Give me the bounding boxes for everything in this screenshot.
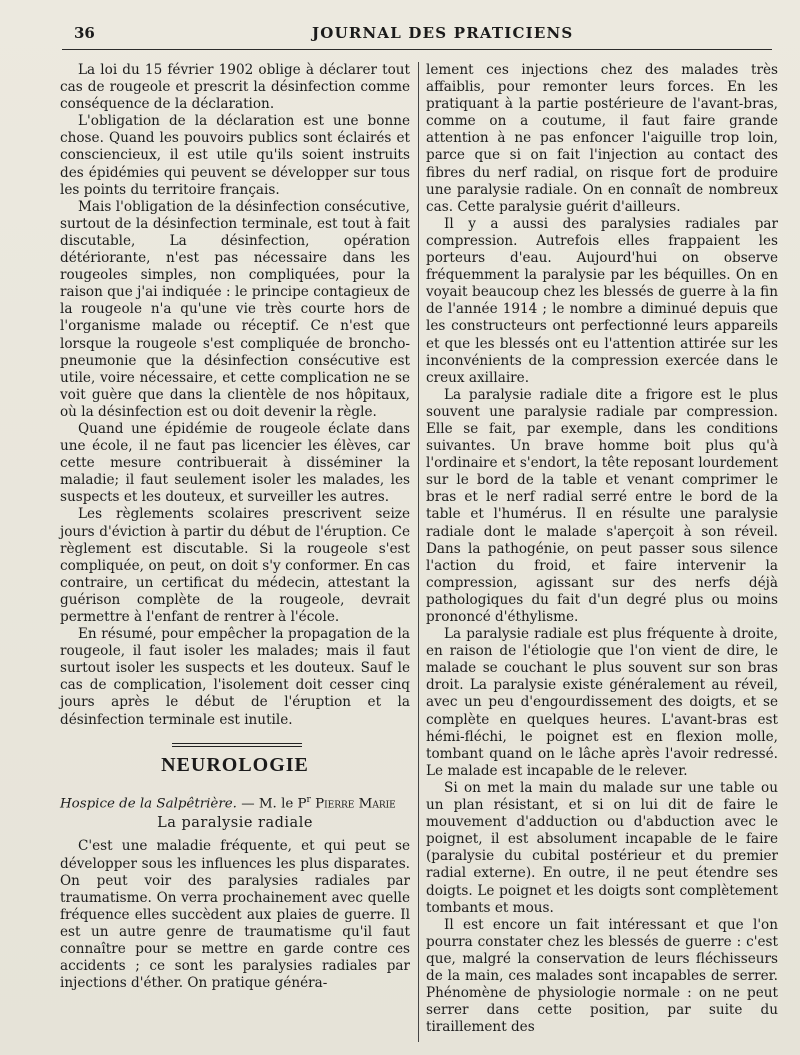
paragraph: Il y a aussi des paralysies radiales par compression. Autrefois elles frappaient les porteurs d'eau. Aujourd'hui on observe fréquemment la paralysie par les béquilles. On en voyait beaucoup chez les blessés de guerre à la fin de l'année 1914 ; le nombre a diminué depuis que les constructeurs ont perfectionné leurs appareils et que les blessés ont eu l'attention attirée sur les inconvénients de la compression exercée dans le creux axillaire.	[426, 215, 778, 386]
paragraph: Il est encore un fait intéressant et que l'on pourra constater chez les blessés de guerre : c'est que, malgré la conservation de leurs fléchisseurs de la main, ces malades sont incapables de serrer. Phénomène de physiologie normale : on ne peut serrer dans cette position, par suite du tiraillement des	[426, 916, 778, 1036]
paragraph: L'obligation de la déclaration est une bonne chose. Quand les pouvoirs publics sont éclairés et consciencieux, il est utile qu'ils soient instruits des épidémies qui peuvent se développer sur tous les points du territoire français.	[60, 113, 410, 198]
professor-title-sup: r	[306, 794, 311, 805]
paragraph: Les règlements scolaires prescrivent seize jours d'éviction à partir du début de l'éruption. Ce règlement est discutable. Si la rougeole s'est compliquée, on peut, on doit s'y conformer. En cas contraire, un certificat du médecin, attestant la guérison complète de la rougeole, devrait permettre à l'enfant de rentrer à l'école.	[60, 506, 410, 625]
header-rule	[62, 49, 772, 50]
paragraph: La paralysie radiale est plus fréquente à droite, en raison de l'étiologie que l'on vient de dire, le malade se couchant le plus souvent sur son bras droit. La paralysie existe généralement au réveil, avec un peu d'engourdissement des doigts, et se complète en quelques heures. L'avant-bras est hémi-fléchi, le poignet est en flexion molle, tombant quand on le lâche après l'avoir redressé. Le malade est incapable de le relever.	[426, 626, 778, 779]
lecture-professor: Pierre Marie	[310, 796, 396, 812]
lecture-title: La paralysie radiale	[157, 815, 313, 832]
column-divider	[418, 62, 419, 1042]
paragraph: Quand une épidémie de rougeole éclate dans une école, il ne faut pas licencier les élèves, car cette mesure contribuerait à disséminer la maladie; il faut seulement isoler les malades, les suspects et les douteux, et surveiller les autres.	[60, 420, 410, 506]
left-column	[60, 62, 410, 992]
section-title: NEUROLOGIE	[161, 753, 309, 776]
paragraph: En résumé, pour empêcher la propagation de la rougeole, il faut isoler les malades; mais il faut surtout isoler les suspects et les douteux. Sauf le cas de complication, l'isolement doit cesser cinq jours après le début de l'éruption et la désinfection terminale est inutile.	[60, 626, 410, 728]
section-rule	[172, 743, 302, 747]
paragraph: C'est une maladie fréquente, et qui peut se développer sous les influences les plus disparates. On peut voir des paralysies radiales par traumatisme. On verra prochainement avec quelle fréquence elles succèdent aux plaies de guerre. Il est un autre genre de traumatisme qu'il faut connaître pour se mettre en garde contre ces accidents ; ce sont les paralysies radiales par injections d'éther. On pratique généra-	[60, 838, 410, 992]
paragraph: La paralysie radiale dite a frigore est le plus souvent une paralysie radiale par compression. Elle se fait, par exemple, dans les conditions suivantes. Un brave homme boit plus qu'à l'ordinaire et s'endort, la tête reposant lourdement sur le bord de la table et venant comprimer le bras et le nerf radial serré entre le bord de la table et l'humérus. Il en résulte une paralysie radiale dont le malade s'aperçoit à son réveil. Dans la pathogénie, on peut passer sous silence l'action du froid, et faire intervenir la compression, agissant sur des nerfs déjà pathologiques du fait d'un degré plus ou moins prononcé d'éthylisme.	[426, 386, 778, 625]
paragraph: Si on met la main du malade sur une table ou un plan résistant, et si on lui dit de faire le mouvement d'adduction ou d'abduction avec le poignet, il est absolument incapable de le faire (paralysie du cubital postérieur et du premier radial externe). En outre, il ne peut étendre ses doigts. Le poignet et les doigts sont complètement tombants et mous.	[426, 779, 778, 916]
paragraph-continued: lement ces injections chez des malades très affaiblis, pour remonter leurs forces. En les pratiquant à la partie postérieure de l'avant-bras, comme on a coutume, il faut faire grande attention à ne pas enfoncer l'aiguille trop loin, parce que si on fait l'injection au contact des fibres du nerf radial, on risque fort de produire une paralysie radiale. On en connaît de nombreux cas. Cette paralysie guérit d'ailleurs.	[426, 62, 778, 215]
lecture-source	[60, 792, 410, 813]
lecture-separator: — M. le P	[236, 796, 307, 812]
right-column	[426, 62, 778, 1036]
lecture-institution: Hospice de la Salpêtrière.	[60, 796, 237, 812]
journal-title: JOURNAL DES PRATICIENS	[312, 24, 574, 42]
paragraph: La loi du 15 février 1902 oblige à déclarer tout cas de rougeole et prescrit la désinfection comme conséquence de la déclaration.	[60, 62, 410, 113]
paragraph: Mais l'obligation de la désinfection consécutive, surtout de la désinfection terminale, est tout à fait discutable, La désinfection, opération détériorante, n'est pas nécessaire dans les rougeoles simples, non compliquées, pour la raison que j'ai indiquée : le principe contagieux de la rougeole n'a qu'une vie très courte hors de l'organisme malade ou réceptif. Ce n'est que lorsque la rougeole s'est compliquée de broncho-pneumonie que la désinfection consécutive est utile, voire nécessaire, et cette complication ne se voit guère que dans la clientèle de nos hôpitaux, où la désinfection est ou doit devenir la règle.	[60, 198, 410, 420]
page-header	[62, 22, 770, 46]
page-number: 36	[74, 24, 95, 42]
